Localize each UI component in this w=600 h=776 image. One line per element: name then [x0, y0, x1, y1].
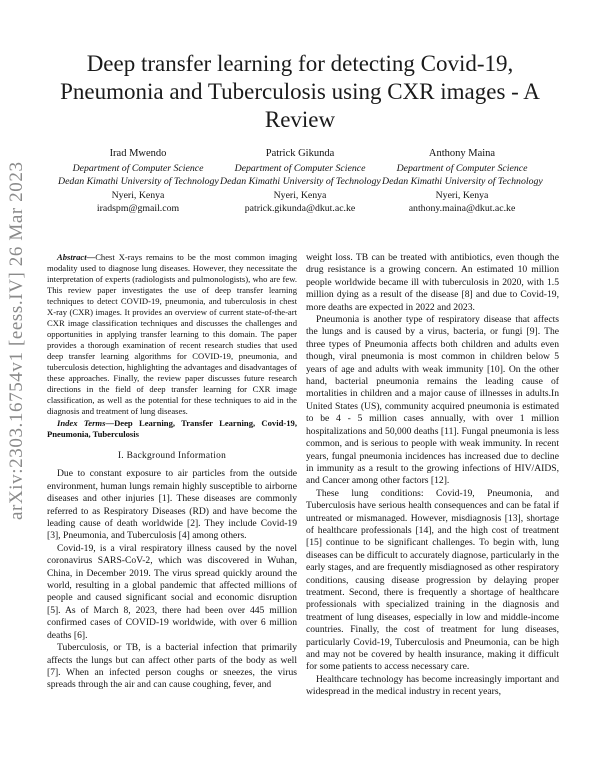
- body-paragraph: Healthcare technology has become increasingly important and widespread in the medical industry in recent years,: [306, 673, 559, 698]
- author-2: [220, 147, 380, 216]
- body-paragraph: Tuberculosis, or TB, is a bacterial infection that primarily affects the lungs but can affect other parts of the body as well [7]. When an infected person coughs or sneezes, the virus spreads through the air and can cause coughing, fever, and: [47, 642, 297, 691]
- author-name: Patrick Gikunda: [265, 148, 335, 159]
- author-department: Department of Computer Science: [72, 162, 204, 174]
- body-paragraph: Due to constant exposure to air particles from the outside environment, human lungs remain highly susceptible to airborne diseases and other injuries [1]. These diseases are commonly referred to as Respiratory Diseases (RD) and have become the leading cause of death worldwide [2]. They include Covid-19 [3], Pneumonia, and Tuberculosis [4] among others.: [47, 468, 297, 542]
- index-terms-text: —Deep Learning, Transfer Learning, Covid-19, Pneumonia, Tuberculosis: [47, 418, 297, 439]
- author-email[interactable]: iradspm@gmail.com: [96, 203, 180, 214]
- author-name: Anthony Maina: [428, 148, 496, 159]
- right-column: [306, 252, 559, 699]
- author-department: Department of Computer Science: [234, 162, 366, 174]
- author-3: [382, 147, 542, 216]
- author-city: Nyeri, Kenya: [111, 189, 165, 201]
- author-institution: Dedan Kimathi University of Technology: [382, 176, 543, 187]
- author-city: Nyeri, Kenya: [273, 189, 327, 201]
- arxiv-stamp: arXiv:2303.16754v1 [eess.IV] 26 Mar 2023: [6, 161, 27, 520]
- index-terms: [47, 418, 297, 440]
- author-email[interactable]: patrick.gikunda@dkut.ac.ke: [244, 203, 356, 214]
- body-paragraph: weight loss. TB can be treated with antibiotics, even though the drug resistance is a growing concern. An estimated 10 million people worldwide became ill with tuberculosis in 2020, with 1.5 million dying as a result of the disease [8] and due to Covid-19, more deaths are expected in 2022 and 2023.: [306, 252, 559, 313]
- paper-title: Deep transfer learning for detecting Covid-19, Pneumonia and Tuberculosis using CXR images - A Review: [60, 51, 540, 132]
- author-email[interactable]: anthony.maina@dkut.ac.ke: [408, 203, 516, 214]
- body-paragraph: Covid-19, is a viral respiratory illness caused by the novel coronavirus SARS-CoV-2, which was discovered in Wuhan, China, in December 2019. The virus spread quickly around the world, resulting in a global pandemic that affected millions of people and caused significant social and economic disruption [5]. As of March 8, 2023, there had been over 445 million confirmed cases of COVID-19 worldwide, with over 6 million deaths [6].: [47, 542, 297, 641]
- author-department: Department of Computer Science: [396, 162, 528, 174]
- body-paragraph: Pneumonia is another type of respiratory disease that affects the lungs and is caused by a virus, bacteria, or fungi [9]. The three types of Pneumonia affects both children and adults even though, viral pneumonia is most common in children below 5 years of age and adults with weak immunity [10]. On the other hand, bacterial pneumonia remains the leading cause of mortalities in children and a major cause of illnesses in adults.In United States (US), community acquired pneumonia is estimated to be 4 - 5 million cases annually, with over 1 million hospitalizations and 50,000 deaths [11]. Fungal pneumonia is less common, and is serious to people with weak immunity. In recent years, fungal pneumonia incidences has increased due to decline in immunity as a result to the growing infections of HIV/AIDS, and Cancer among other factors [12].: [306, 314, 559, 487]
- index-terms-label: Index Terms: [57, 418, 106, 428]
- abstract-text: Chest X-rays remains to be the most common imaging modality used to diagnose lung diseases. However, they necessitate the interpretation of experts (radiologists and pulmonologists), who are few. This review paper investigates the use of deep transfer learning techniques to detect COVID-19, pneumonia, and tuberculosis in chest X-ray (CXR) images. It provides an overview of current state-of-the-art CXR image classification techniques and discusses the challenges and opportunities in applying transfer learning to this domain. The paper provides a thorough examination of recent research studies that used deep transfer learning algorithms for COVID-19, pneumonia, and tuberculosis detection, highlighting the advantages and disadvantages of these approaches. Finally, the review paper discusses future research directions in the field of deep transfer learning for CXR image classification, as well as the potential for these techniques to aid in the diagnosis and treatment of lung diseases.: [47, 252, 297, 416]
- section-heading: I. Background Information: [117, 451, 227, 461]
- abstract-label: Abstract—: [57, 252, 96, 262]
- body-paragraph: These lung conditions: Covid-19, Pneumonia, and Tuberculosis have serious health consequences and can be fatal if untreated or mismanaged. However, misdiagnosis [13], shortage of healthcare professionals [14], and the high cost of treatment [15] continue to be significant challenges. To begin with, lung diseases can be difficult to accurately diagnose, particularly in the early stages, and are frequently misdiagnosed as other respiratory conditions, causing disease progression by delaying proper treatment. Second, there is frequently a shortage of healthcare professionals with specialized training in the diagnosis and treatment of lung diseases, especially in low and middle-income countries. Finally, the cost of treatment for lung diseases, particularly Covid-19, Tuberculosis and Pneumonia, can be high and may not be covered by health insurance, making it difficult for some patients to access necessary care.: [306, 487, 559, 673]
- author-1: [58, 147, 218, 216]
- author-institution: Dedan Kimathi University of Technology: [58, 176, 219, 187]
- author-block: [58, 147, 542, 216]
- abstract: [47, 252, 297, 417]
- author-institution: Dedan Kimathi University of Technology: [220, 176, 381, 187]
- author-name: Irad Mwendo: [109, 148, 167, 159]
- author-city: Nyeri, Kenya: [435, 189, 489, 201]
- left-column: [47, 252, 297, 692]
